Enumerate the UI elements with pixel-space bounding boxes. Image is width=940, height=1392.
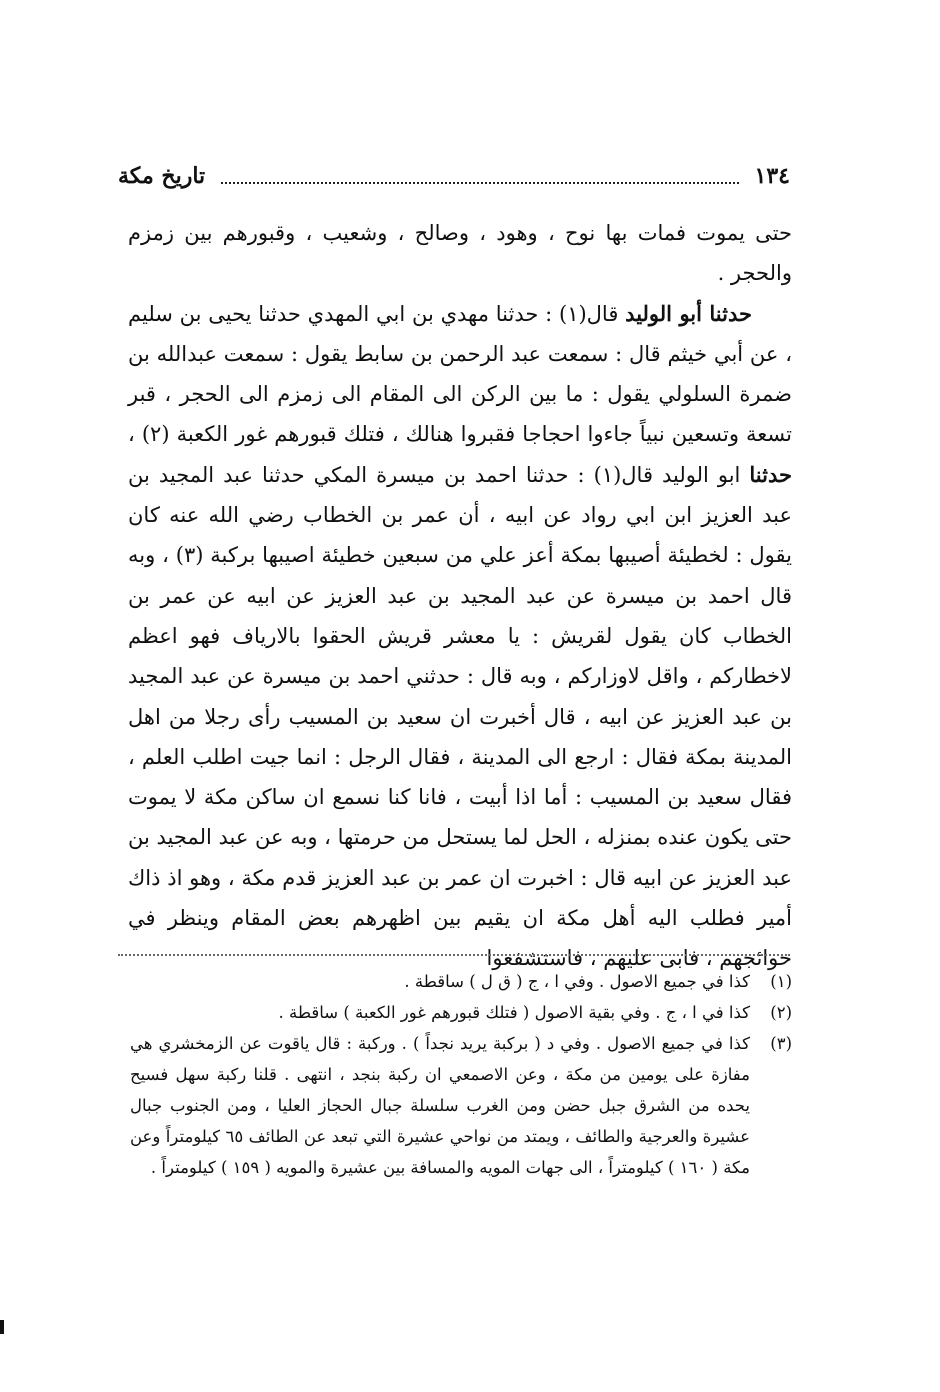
footnote-text: كذا في جميع الاصول . وفي ا ، ج ( ق ل ) ساقطة . bbox=[404, 972, 750, 991]
page-number: ١٣٤ bbox=[754, 163, 790, 189]
footnote bbox=[130, 1028, 792, 1183]
paragraph-2-text: قال(١) : حدثنا مهدي بن ابي المهدي حدثنا يحيى بن سليم ، عن أبي خيثم قال : سمعت عبد الرحمن بن سابط يقول : سمعت عبدالله بن ضمرة السلولي يقول : ما بين الركن الى المقام الى زمزم الى الحجر ، قبر تسعة وتسعين نبياً جاءوا احجاجا فقبروا هنالك ، فتلك قبورهم غور الكعبة (٢) ، bbox=[128, 301, 792, 447]
paragraph-2-text-2: ابو الوليد قال(١) : حدثنا احمد بن ميسرة المكي حدثنا عبد المجيد بن عبد العزيز ابن ابي رواد عن ابيه ، أن عمر بن الخطاب رضي الله عنه كان يقول : لخطيئة أصيبها بمكة أعز علي من سبعين خطيئة اصيبها بركبة (٣) ، وبه قال احمد بن ميسرة عن عبد المجيد بن عبد العزيز عن ابيه عن عمر بن الخطاب كان يقول لقريش : يا معشر قريش الحقوا بالارياف فهو اعظم لاخطاركم ، واقل لاوزاركم ، وبه قال : حدثني احمد بن ميسرة عن عبد المجيد بن عبد العزيز عن ابيه ، قال أخبرت ان سعيد بن المسيب رأى رجلا من اهل المدينة بمكة فقال : ارجع الى المدينة ، فقال الرجل : انما جيت اطلب العلم ، فقال سعيد بن المسيب : أما اذا أبيت ، فانا كنا نسمع ان ساكن مكة لا يموت حتى يكون عنده بمنزله ، الحل لما يستحل من حرمتها ، وبه عن عبد المجيد بن عبد العزيز عن ابيه قال : اخبرت ان عمر بن عبد العزيز قدم مكة ، وهو اذ ذاك أمير فطلب اليه أهل مكة ان يقيم بين اظهرهم بعض المقام وينظر في حوائجهم ، فابى عليهم ، فاستشفعوا bbox=[128, 462, 792, 971]
footnote bbox=[130, 997, 792, 1028]
running-title: تاريخ مكة bbox=[118, 163, 206, 189]
footnotes bbox=[130, 966, 792, 1183]
paragraph-2-lead: حدثنا أبو الوليد bbox=[625, 300, 752, 326]
paragraph-2 bbox=[128, 294, 792, 979]
scan-edge-mark bbox=[0, 1320, 4, 1334]
footnote-number: (١) bbox=[770, 972, 792, 991]
main-text bbox=[128, 213, 792, 979]
footnote-separator bbox=[118, 954, 790, 956]
footnote bbox=[130, 966, 792, 997]
footnote-text: كذا في ا ، ج . وفي بقية الاصول ( فتلك قبورهم غور الكعبة ) ساقطة . bbox=[278, 1003, 750, 1022]
paragraph-2-lead-2: حدثنا bbox=[749, 461, 792, 487]
footnote-text: كذا في جميع الاصول . وفي د ( بركبة يريد نجداً ) . وركبة : قال ياقوت عن الزمخشري هي مفازة على يومين من مكة ، وعن الاصمعي ان ركبة بنجد ، انتهى . قلنا ركبة سهل فسيح يحده من الشرق جبل حضن ومن الغرب سلسلة جبال الحجاز العليا ، ومن الجنوب جبال عشيرة والعرجية والطائف ، ويمتد من نواحي عشيرة التي تبعد عن الطائف ٦٥ كيلومتراً وعن مكة ( ١٦٠ ) كيلومتراً ، الى جهات المويه والمسافة بين عشيرة والمويه ( ١٥٩ ) كيلومتراً . bbox=[130, 1034, 750, 1177]
footnote-number: (٢) bbox=[770, 1003, 792, 1022]
footnote-number: (٣) bbox=[770, 1034, 792, 1053]
paragraph-1: حتى يموت فمات بها نوح ، وهود ، وصالح ، وشعيب ، وقبورهم بين زمزم والحجر . bbox=[128, 221, 792, 286]
header-leader-dots bbox=[221, 168, 738, 184]
running-header bbox=[118, 158, 790, 194]
